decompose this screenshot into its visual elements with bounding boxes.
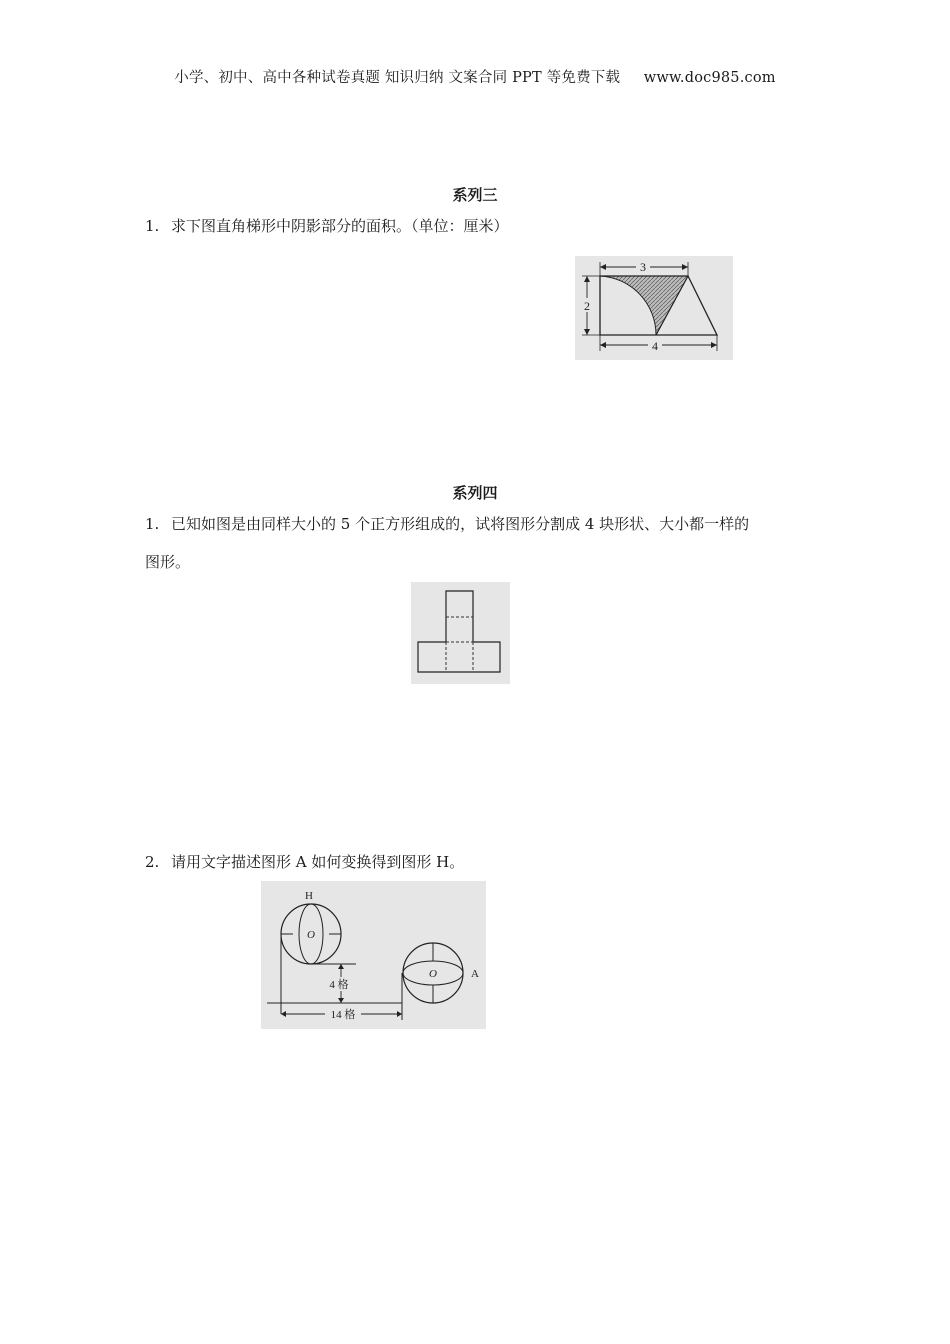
t-shape-outline: [418, 591, 500, 672]
t-shape-figure: [411, 582, 510, 684]
rotation-figure: [261, 881, 486, 1029]
header-text: 小学、初中、高中各种试卷真题 知识归纳 文案合同 PPT 等免费下载: [174, 70, 621, 86]
question-3-1: [145, 207, 509, 245]
label-left: 2: [584, 299, 590, 313]
section-title-3: 系列三: [452, 186, 498, 204]
shaded-region: [600, 276, 688, 335]
question-number: 1.: [145, 515, 160, 533]
trapezoid-figure: [575, 256, 733, 360]
label-h: H: [305, 890, 313, 902]
question-number: 2.: [145, 853, 160, 871]
header-url: www.doc985.com: [643, 70, 776, 86]
label-a: A: [471, 968, 479, 980]
question-4-2: [145, 843, 464, 881]
question-text-line1: 已知如图是由同样大小的 5 个正方形组成的，试将图形分割成 4 块形状、大小都一样的: [171, 515, 750, 533]
question-number: 1.: [145, 217, 160, 235]
section-title-4: 系列四: [452, 484, 498, 502]
label-o1: O: [307, 929, 315, 941]
question-4-1: [145, 505, 749, 581]
question-text: 求下图直角梯形中阴影部分的面积。（单位：厘米）: [171, 217, 509, 235]
label-bottom: 4: [652, 339, 658, 353]
label-o2: O: [429, 968, 437, 980]
label-top: 3: [640, 260, 646, 274]
question-text-line2: 图形。: [145, 553, 191, 571]
page-header: [0, 66, 950, 87]
question-text: 请用文字描述图形 A 如何变换得到图形 H。: [171, 853, 465, 871]
label-14ge: 14 格: [330, 1009, 356, 1021]
label-4ge: 4 格: [329, 979, 349, 991]
